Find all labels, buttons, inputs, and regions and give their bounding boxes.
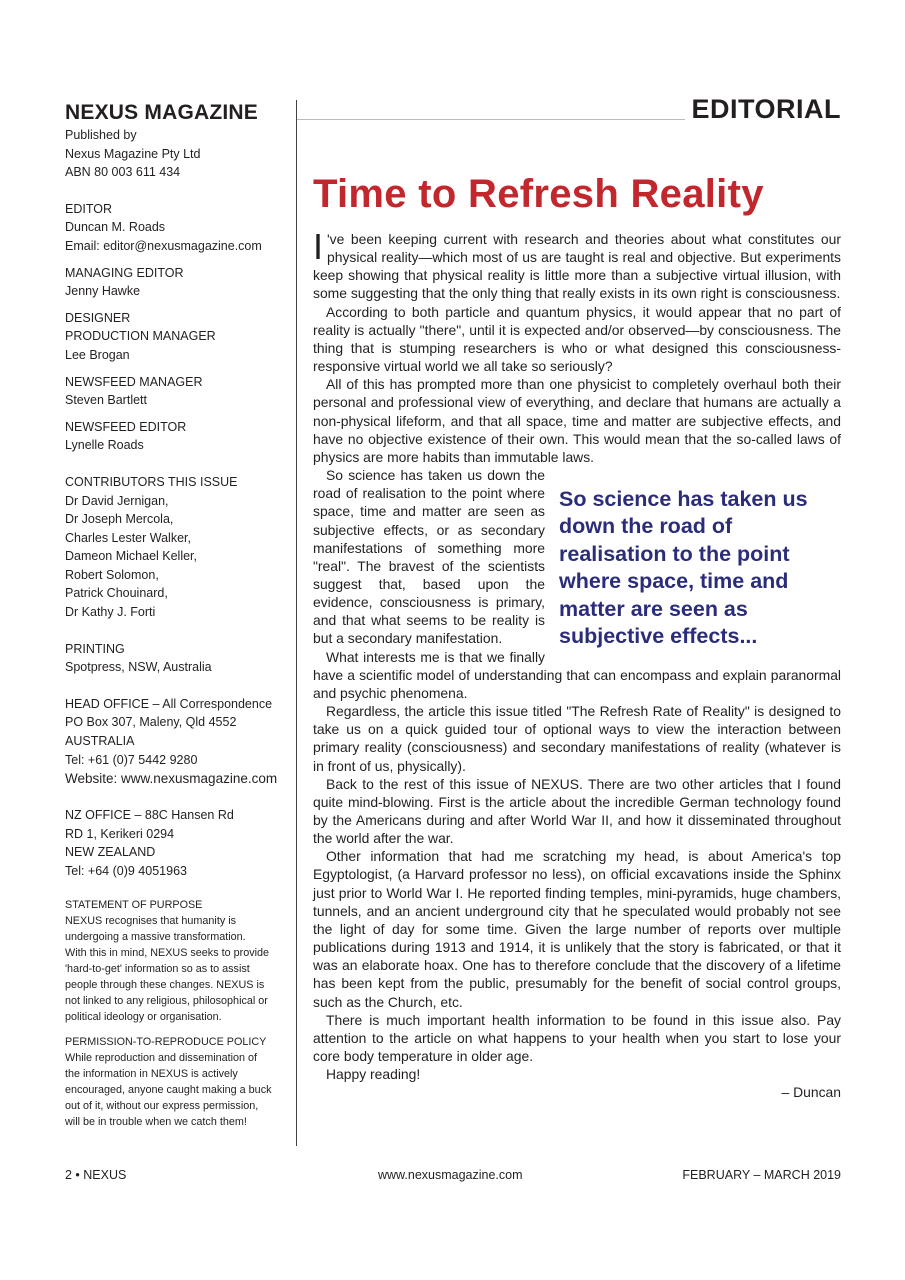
article-paragraph: Happy reading! xyxy=(326,1066,421,1083)
designer-name: Lee Brogan xyxy=(65,347,130,362)
article-paragraph xyxy=(313,226,841,303)
permission-line: out of it, without our express permission, xyxy=(65,1099,259,1112)
publisher-line: ABN 80 003 611 434 xyxy=(65,165,181,180)
purpose-line: political ideology or organisation. xyxy=(65,1010,222,1023)
article-headline: Time to Refresh Reality xyxy=(313,172,764,216)
column-divider xyxy=(296,100,297,1146)
printing-heading: PRINTING xyxy=(65,641,125,656)
production-manager-heading: PRODUCTION MANAGER xyxy=(65,329,216,344)
newsfeed-manager-heading: NEWSFEED MANAGER xyxy=(65,374,203,389)
author-signoff: – Duncan xyxy=(781,1084,841,1101)
newsfeed-editor-block xyxy=(65,418,290,455)
article-paragraph: Back to the rest of this issue of NEXUS. There are two other articles that I found quite mind-blowing. First is the article about the incredible German technology found by the Americans during and after World War II, and how it disseminated throughout the world after the war. xyxy=(313,775,841,847)
article-paragraph: Other information that had me scratching my head, is about America's top Egyptologist, (a Harvard professor no less), on official excavations inside the Sphinx just prior to World War I. He reported finding temples, mini-pyramids, huge chambers, tunnels, and an ancient underground city that he speculated would probably not see the light of day for some time. Given the large number of reports over multiple publications during 1913 and 1914, it is unlikely that the story is fabricated, or that it was an elaborate hoax. One has to therefore conclude that the discovery of a lifetime has been kept from the public, presumably for the benefit of social control groups, such as the Church, etc. xyxy=(313,848,841,1010)
newsfeed-editor-name: Lynelle Roads xyxy=(65,438,144,453)
drop-cap: I xyxy=(313,226,324,267)
designer-block xyxy=(65,309,290,365)
contributor-name: Dr Kathy J. Forti xyxy=(65,605,156,620)
purpose-block xyxy=(65,897,290,1025)
header-rule xyxy=(297,119,685,120)
pull-quote: So science has taken us down the road of realisation to the point where space, time and matter are seen as subjective effects... xyxy=(559,487,808,649)
nz-office-phone: Tel: +64 (0)9 4051963 xyxy=(65,864,187,878)
designer-heading: DESIGNER xyxy=(65,310,131,325)
contributor-name: Charles Lester Walker, xyxy=(65,530,191,545)
purpose-heading: STATEMENT OF PURPOSE xyxy=(65,898,203,911)
managing-editor-block xyxy=(65,264,290,301)
article-body xyxy=(313,226,841,1102)
publisher-line: Nexus Magazine Pty Ltd xyxy=(65,146,201,161)
newsfeed-manager-name: Steven Bartlett xyxy=(65,393,147,408)
permission-block xyxy=(65,1034,290,1130)
nz-office-address: RD 1, Kerikeri 0294 xyxy=(65,826,175,841)
paragraph-text: 've been keeping current with research and theories about what constitutes our physical reality—which most of us are taught is real and objective. But experiments keep showing that physical reality is little more than a subjective virtual illusion, with some suggesting that the only thing that really exists in its own right is consciousness. xyxy=(313,231,841,302)
nz-office-heading: NZ OFFICE – 88C Hansen Rd xyxy=(65,808,234,823)
page-number: 2 • NEXUS xyxy=(65,1168,127,1182)
section-label: EDITORIAL xyxy=(691,94,841,124)
permission-line: the information in NEXUS is actively xyxy=(65,1067,238,1080)
publisher-block xyxy=(65,126,290,182)
head-office-heading: HEAD OFFICE – All Correspondence xyxy=(65,696,273,711)
head-office-phone: Tel: +61 (0)7 5442 9280 xyxy=(65,752,198,767)
publisher-line: Published by xyxy=(65,128,137,142)
article-paragraph: According to both particle and quantum physics, it would appear that no part of reality is actually "there", until it is expected and/or observed—by consciousness. The thing that is stumping researchers is who or what designed this consciousness-responsive virtual world we all take so seriously? xyxy=(313,303,841,375)
article-paragraph: Regardless, the article this issue titled "The Refresh Rate of Reality" is designed to take us on a quick guided tour of optional ways to view the interaction between primary reality (consciousness) and secondary manifestations of reality (whatever is in front of us, physically). xyxy=(313,703,841,774)
editor-email[interactable]: Email: editor@nexusmagazine.com xyxy=(65,238,262,253)
contributor-name: Robert Solomon, xyxy=(65,567,159,582)
magazine-title: NEXUS MAGAZINE xyxy=(65,101,258,124)
permission-line: While reproduction and dissemination of xyxy=(65,1051,258,1064)
permission-heading: PERMISSION-TO-REPRODUCE POLICY xyxy=(65,1035,267,1048)
contributor-name: Patrick Chouinard, xyxy=(65,586,168,601)
article-paragraph: All of this has prompted more than one physicist to completely overhaul both their personal and professional view of everything, and declare that humans are actually a non-physical lifeform, and that all space, time and matter are subjective effects, and have no objective existence of their own. This would mean that the so-called laws of physics are more habits than immutable laws. xyxy=(313,376,841,465)
purpose-line: not linked to any religious, philosophical or xyxy=(65,994,268,1007)
purpose-line: NEXUS recognises that humanity is xyxy=(65,914,237,927)
article-paragraph: There is much important health information to be found in this issue also. Pay attention to the article on what happens to your health when you start to lose your core body temperature in older age. xyxy=(313,1011,841,1065)
editor-name: Duncan M. Roads xyxy=(65,220,166,235)
issue-date: FEBRUARY – MARCH 2019 xyxy=(682,1168,841,1182)
contributor-name: Dameon Michael Keller, xyxy=(65,549,198,564)
purpose-line: undergoing a massive transformation. xyxy=(65,930,246,943)
newsfeed-manager-block xyxy=(65,373,290,410)
managing-editor-name: Jenny Hawke xyxy=(65,284,141,299)
nz-office-block xyxy=(65,806,290,880)
editor-block xyxy=(65,200,290,256)
permission-line: encouraged, anyone caught making a buck xyxy=(65,1083,272,1096)
printer-name: Spotpress, NSW, Australia xyxy=(65,660,212,675)
purpose-line: With this in mind, NEXUS seeks to provide xyxy=(65,946,270,959)
website-link[interactable]: Website: www.nexusmagazine.com xyxy=(65,771,278,787)
footer-url[interactable]: www.nexusmagazine.com xyxy=(378,1168,523,1182)
contributor-name: Dr David Jernigan, xyxy=(65,493,169,508)
head-office-address: PO Box 307, Maleny, Qld 4552 xyxy=(65,715,237,730)
editor-heading: EDITOR xyxy=(65,201,112,216)
permission-line: will be in trouble when we catch them! xyxy=(65,1115,247,1128)
newsfeed-editor-heading: NEWSFEED EDITOR xyxy=(65,419,187,434)
article-paragraph: So science has taken us down the road of realisation to the point where space, time and matter are seen as subjective effects, or as secondary manifestations of something more "real". The bravest of the scientists suggest that, based upon the evidence, consciousness is primary, and that what seems to be reality is but a secondary manifestation. xyxy=(313,467,545,647)
head-office-country: AUSTRALIA xyxy=(65,734,135,749)
article-paragraph: What interests me is that we finally have a scientific model of understanding that can encompass and explain paranormal and psychic phenomena. xyxy=(313,648,841,701)
purpose-line: 'hard-to-get' information so as to assist xyxy=(65,962,250,975)
contributors-block xyxy=(65,473,290,622)
contributor-name: Dr Joseph Mercola, xyxy=(65,512,174,527)
contributors-heading: CONTRIBUTORS THIS ISSUE xyxy=(65,474,238,489)
purpose-line: people through these changes. NEXUS is xyxy=(65,978,265,991)
nz-office-country: NEW ZEALAND xyxy=(65,845,156,860)
managing-editor-heading: MANAGING EDITOR xyxy=(65,265,184,280)
masthead-sidebar xyxy=(65,100,290,1130)
head-office-block xyxy=(65,695,290,788)
printing-block xyxy=(65,640,290,677)
